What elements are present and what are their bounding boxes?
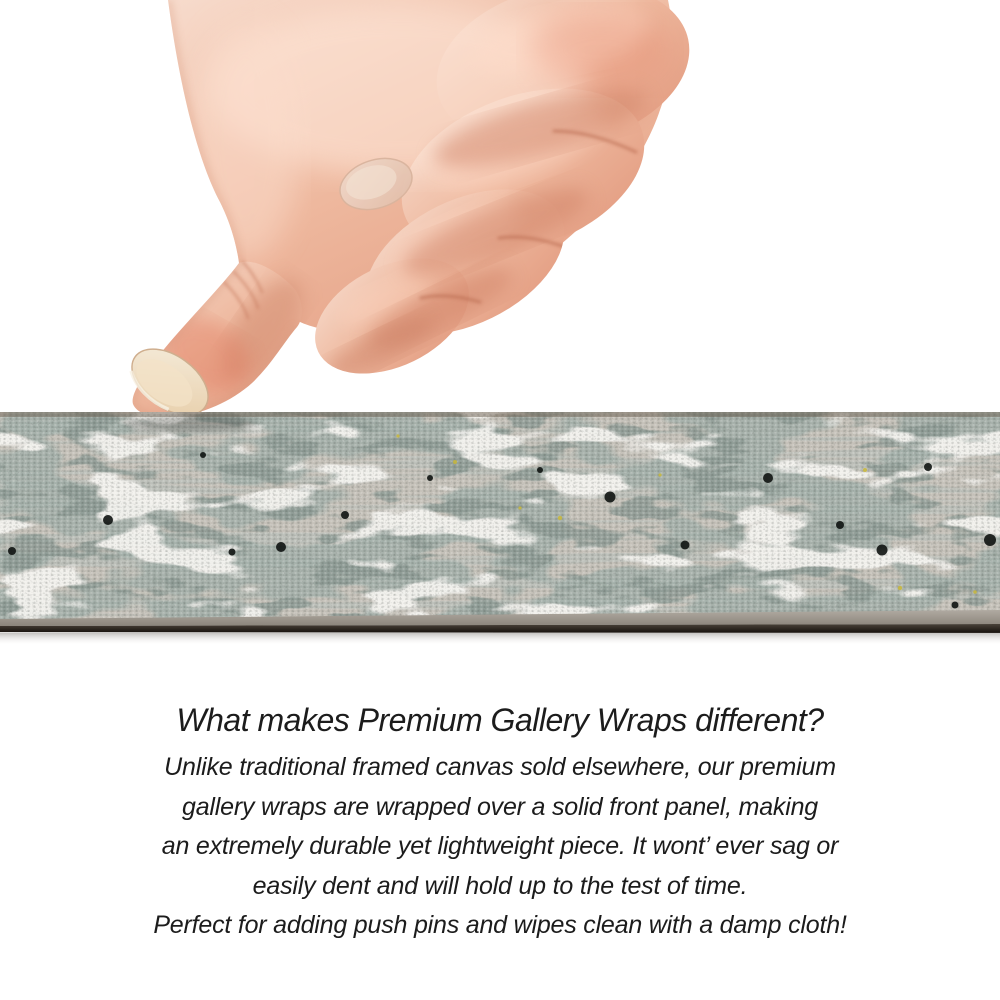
caption-line-1: Unlike traditional framed canvas sold elsewhere, our premium [164, 753, 836, 781]
caption-heading: What makes Premium Gallery Wraps different? [176, 702, 824, 738]
caption-line-4: easily dent and will hold up to the test of time. [252, 871, 748, 900]
caption-body [0, 748, 1000, 946]
canvas-edge-strip [0, 408, 1000, 648]
caption-line-3: an extremely durable yet lightweight piece. It wont’ ever sag or [161, 832, 839, 860]
caption-line-2: gallery wraps are wrapped over a solid front panel, making [182, 792, 818, 821]
hand-photo [0, 0, 720, 418]
caption-block [0, 701, 1000, 946]
caption-line-5: Perfect for adding push pins and wipes clean with a damp cloth! [153, 911, 847, 939]
